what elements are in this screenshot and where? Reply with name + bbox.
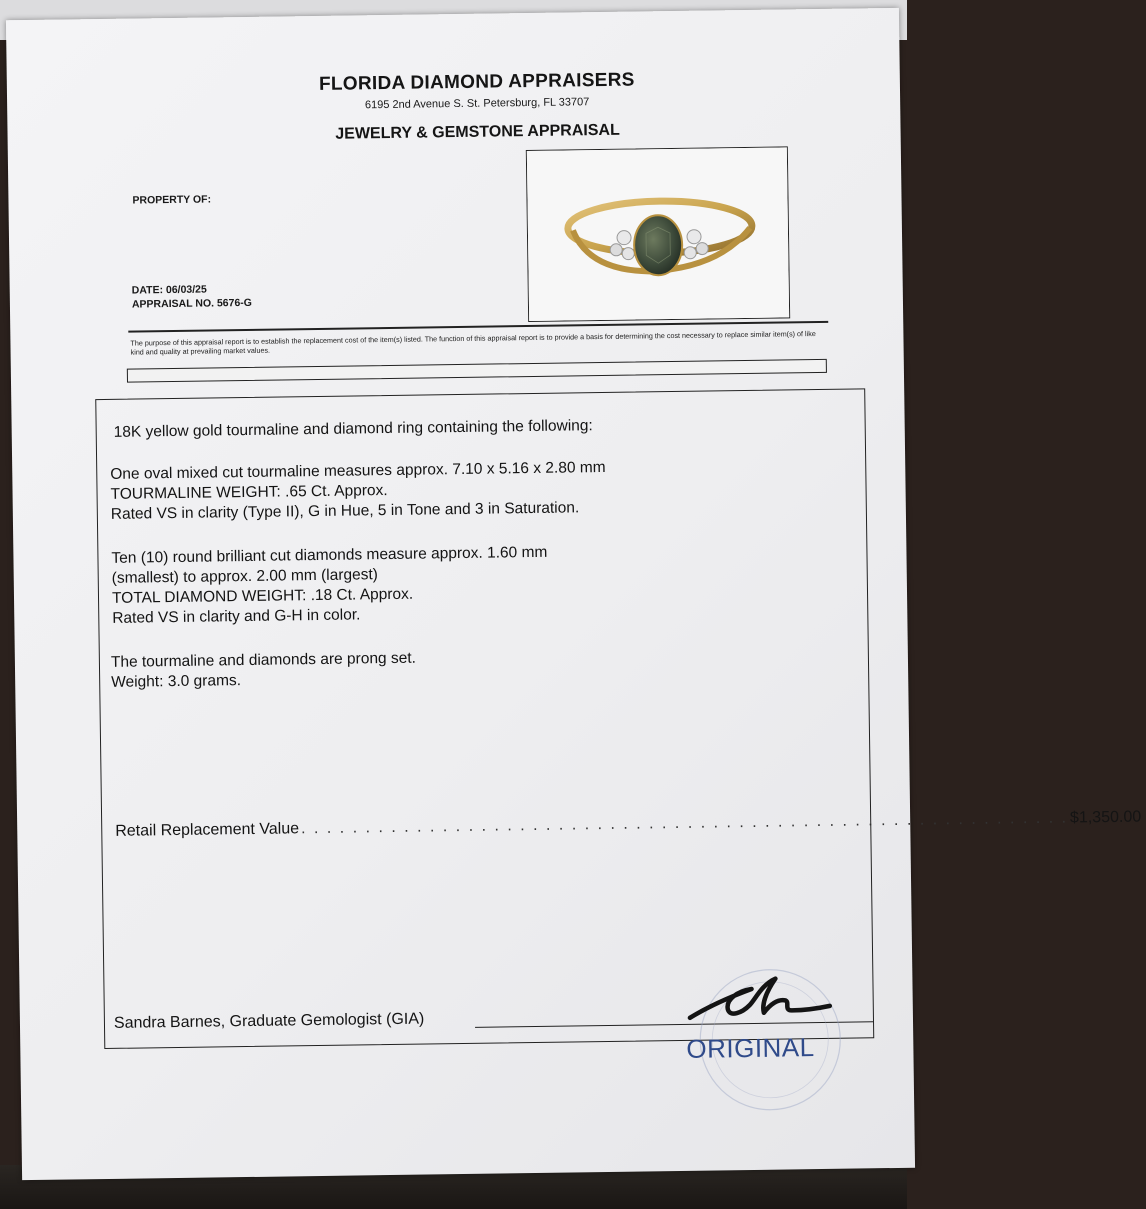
original-stamp: ORIGINAL: [686, 1032, 815, 1064]
diamond-line: Rated VS in clarity and G-H in color.: [112, 606, 361, 627]
appraisal-document: [6, 8, 1142, 1180]
retail-value-label: Retail Replacement Value: [115, 820, 300, 840]
leader-dots: . . . . . . . . . . . . . . . . . . . . . . . . . . . . . . . . . . . . . . . . . . . . . . . . . . . . . . . . . . . .: [300, 809, 1069, 838]
tourmaline-line: One oval mixed cut tourmaline measures approx. 7.10 x 5.16 x 2.80 mm: [110, 458, 606, 483]
property-of-label: PROPERTY OF:: [132, 193, 212, 207]
diamond-line: Ten (10) round brilliant cut diamonds measure approx. 1.60 mm: [111, 543, 548, 567]
document-title: JEWELRY & GEMSTONE APPRAISAL: [335, 121, 620, 143]
retail-value-amount: $1,350.00: [1069, 808, 1142, 827]
signature-icon: [679, 964, 850, 1036]
setting-line: Weight: 3.0 grams.: [111, 672, 242, 691]
purpose-statement: The purpose of this appraisal report is to establish the replacement cost of the item(s) listed. The function of this appraisal report is to provide a basis for determining the cost necessary to replace similar item(s) of like kind and quality at prevailing market values.: [130, 329, 816, 357]
company-name: FLORIDA DIAMOND APPRAISERS: [318, 69, 635, 95]
setting-block: [111, 649, 417, 693]
item-intro: 18K yellow gold tourmaline and diamond ring containing the following:: [113, 417, 593, 441]
date-line: DATE: 06/03/25: [131, 283, 207, 297]
tourmaline-block: [110, 458, 606, 525]
ring-illustration: [527, 147, 789, 321]
setting-line: The tourmaline and diamonds are prong set.: [110, 649, 417, 671]
diamond-line: TOTAL DIAMOND WEIGHT: .18 Ct. Approx.: [111, 585, 414, 607]
diamond-line: (smallest) to approx. 2.00 mm (largest): [111, 566, 379, 587]
company-address: 6195 2nd Avenue S. St. Petersburg, FL 33707: [364, 96, 590, 112]
appraisal-number-line: APPRAISAL NO. 5676-G: [131, 296, 253, 311]
tourmaline-line: TOURMALINE WEIGHT: .65 Ct. Approx.: [110, 482, 388, 503]
diamond-block: [111, 543, 548, 629]
ring-photo-icon: [526, 146, 790, 322]
tourmaline-line: Rated VS in clarity (Type II), G in Hue, 5 in Tone and 3 in Saturation.: [110, 499, 580, 523]
appraiser-name: Sandra Barnes, Graduate Gemologist (GIA): [113, 1010, 425, 1032]
divider-bar: [127, 359, 827, 383]
